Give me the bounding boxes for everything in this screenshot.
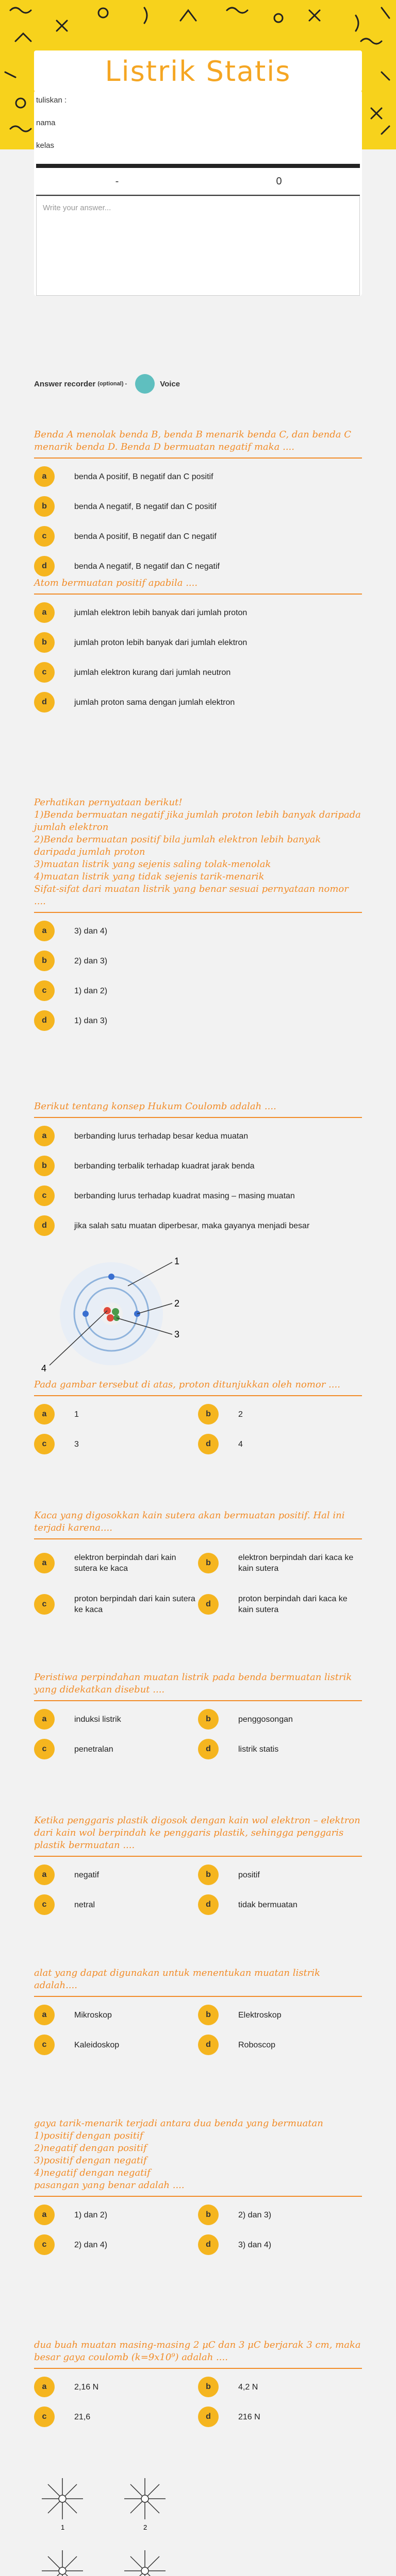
option-badge: d	[198, 2406, 219, 2427]
question-3	[34, 796, 362, 1040]
question-text: Benda A menolak benda B, benda B menarik benda C, dan benda C menarik benda D. Benda D bermuatan negatif maka ....	[34, 429, 362, 459]
question-10	[34, 2117, 362, 2264]
option-badge: c	[34, 2035, 55, 2055]
proton	[107, 1314, 114, 1321]
voice-record-button[interactable]	[135, 374, 155, 394]
neutron	[112, 1308, 119, 1315]
option-text: 2) dan 4)	[74, 2240, 108, 2249]
atom-label-2: 2	[174, 1298, 180, 1309]
option-a[interactable]	[34, 1125, 362, 1147]
option-c[interactable]	[34, 2034, 198, 2056]
question-11	[34, 2339, 362, 2436]
option-badge: c	[34, 2234, 55, 2255]
option-text: Elektroskop	[238, 2010, 282, 2020]
worksheet-form	[34, 91, 362, 296]
option-badge: d	[198, 1739, 219, 1759]
option-badge: c	[34, 980, 55, 1001]
option-badge: c	[34, 662, 55, 683]
option-b[interactable]	[198, 2004, 362, 2026]
option-badge: d	[198, 1894, 219, 1915]
option-text: elektron berpindah dari kain sutera ke kaca	[74, 1553, 176, 1573]
option-d[interactable]	[198, 1588, 362, 1621]
title-box	[34, 50, 362, 92]
option-a[interactable]	[34, 1403, 198, 1425]
option-text: penggosongan	[238, 1715, 293, 1724]
option-c[interactable]	[34, 1588, 198, 1621]
option-text: penetralan	[74, 1744, 113, 1754]
option-badge: c	[34, 1894, 55, 1915]
option-badge: a	[34, 466, 55, 487]
question-text: dua buah muatan masing-masing 2 μC dan 3 μC berjarak 3 cm, maka besar gaya coulomb (k=9x10⁹) adalah ....	[34, 2339, 362, 2369]
option-b[interactable]	[34, 950, 362, 972]
option-text: Mikroskop	[74, 2010, 112, 2020]
option-text: proton berpindah dari kaca ke kain sutera	[238, 1595, 348, 1614]
kelas-field[interactable]	[36, 152, 360, 159]
option-text: benda A negatif, B negatif dan C negatif	[74, 562, 220, 571]
calc-left[interactable]: -	[115, 175, 119, 187]
option-badge: b	[198, 1709, 219, 1730]
option-text: benda A negatif, B negatif dan C positif	[74, 502, 217, 511]
option-text: jumlah proton lebih banyak dari jumlah elektron	[74, 638, 248, 647]
option-d[interactable]	[198, 1738, 362, 1760]
option-badge: a	[34, 2205, 55, 2225]
option-text: jumlah proton sama dengan jumlah elektron	[74, 698, 235, 707]
option-badge: a	[34, 1404, 55, 1425]
atom-label-3: 3	[174, 1329, 180, 1340]
option-badge: b	[34, 1156, 55, 1176]
option-text: 2) dan 3)	[74, 956, 108, 965]
option-text: Roboscop	[238, 2040, 276, 2049]
option-badge: b	[198, 2005, 219, 2025]
question-5	[34, 1379, 362, 1463]
option-text: negatif	[74, 1870, 100, 1879]
nama-field[interactable]	[36, 130, 360, 136]
option-text: 3) dan 4)	[74, 926, 108, 936]
field-figure-4	[124, 2550, 166, 2576]
option-text: berbanding lurus terhadap kuadrat masing – masing muatan	[74, 1191, 295, 1200]
option-a[interactable]	[34, 920, 362, 942]
option-c[interactable]	[34, 1738, 198, 1760]
option-text: 1) dan 3)	[74, 1016, 108, 1025]
field-figure-1	[42, 2478, 83, 2519]
option-badge: c	[34, 1594, 55, 1615]
option-badge: b	[34, 496, 55, 517]
option-badge: a	[34, 921, 55, 941]
option-b[interactable]	[34, 496, 362, 517]
option-b[interactable]	[198, 1708, 362, 1730]
option-d[interactable]	[198, 2034, 362, 2056]
option-text: 4	[238, 1439, 243, 1449]
option-text: 21,6	[74, 2412, 91, 2421]
option-badge: b	[34, 951, 55, 971]
option-badge: a	[34, 1865, 55, 1885]
option-a[interactable]	[34, 602, 362, 623]
electron	[82, 1311, 89, 1317]
option-badge: a	[34, 1126, 55, 1146]
option-c[interactable]	[34, 980, 362, 1002]
option-text: 1) dan 2)	[74, 2210, 108, 2219]
option-text: 1	[74, 1410, 79, 1419]
question-8	[34, 1815, 362, 1924]
option-d[interactable]	[198, 1894, 362, 1916]
question-6	[34, 1510, 362, 1629]
question-7	[34, 1671, 362, 1768]
tuliskan-field[interactable]	[36, 107, 360, 113]
option-badge: a	[34, 1553, 55, 1573]
option-a[interactable]	[34, 2204, 198, 2226]
option-text: 2) dan 3)	[238, 2210, 272, 2219]
option-badge: b	[198, 1865, 219, 1885]
answer-recorder	[34, 374, 180, 394]
option-badge: b	[198, 2377, 219, 2397]
question-text: Atom bermuatan positif apabila ....	[34, 577, 362, 595]
option-text: 4,2 N	[238, 2382, 258, 2392]
option-badge: c	[34, 1185, 55, 1206]
field-label-2: 2	[143, 2523, 147, 2531]
field-label-1: 1	[61, 2523, 65, 2531]
option-text: tidak bermuatan	[238, 1900, 298, 1909]
option-badge: c	[34, 1434, 55, 1454]
option-badge: b	[198, 1404, 219, 1425]
atom-label-4: 4	[41, 1363, 47, 1374]
calc-right[interactable]: 0	[276, 175, 282, 187]
option-text: benda A positif, B negatif dan C negatif	[74, 532, 217, 541]
option-badge: d	[34, 1010, 55, 1031]
option-a[interactable]	[34, 1547, 198, 1580]
option-d[interactable]	[198, 2234, 362, 2256]
option-badge: d	[198, 1594, 219, 1615]
option-badge: b	[198, 1553, 219, 1573]
option-badge: d	[34, 692, 55, 713]
question-text: Ketika penggaris plastik digosok dengan kain wol elektron – elektron dari kain wol berpindah ke penggaris plastik, sehingga penggaris plastik bermuatan ....	[34, 1815, 362, 1857]
nama-label: nama	[36, 118, 56, 127]
option-b[interactable]	[198, 1547, 362, 1580]
option-text: berbanding lurus terhadap besar kedua muatan	[74, 1131, 249, 1141]
option-d[interactable]	[34, 1215, 362, 1236]
option-c[interactable]	[34, 2234, 198, 2256]
field-figure-2	[124, 2478, 166, 2519]
option-b[interactable]	[198, 1403, 362, 1425]
option-text: 2,16 N	[74, 2382, 99, 2392]
option-b[interactable]	[34, 1155, 362, 1177]
question-9	[34, 1967, 362, 2064]
option-c[interactable]	[34, 2406, 198, 2428]
option-badge: d	[34, 556, 55, 577]
recorder-label: Answer recorder	[34, 379, 96, 388]
question-text: Peristiwa perpindahan muatan listrik pada benda bermuatan listrik yang didekatkan disebut ....	[34, 1671, 362, 1701]
option-text: listrik statis	[238, 1744, 279, 1754]
option-text: induksi listrik	[74, 1715, 121, 1724]
question-text: alat yang dapat digunakan untuk menentukan muatan listrik adalah....	[34, 1967, 362, 1997]
option-c[interactable]	[34, 1185, 362, 1207]
option-text: jumlah elektron kurang dari jumlah neutron	[74, 668, 231, 677]
option-d[interactable]	[34, 1010, 362, 1031]
option-badge: d	[198, 2234, 219, 2255]
option-text: 2	[238, 1410, 243, 1419]
question-1	[34, 429, 362, 585]
field-figure-3	[42, 2550, 83, 2576]
voice-label: Voice	[160, 379, 180, 388]
option-text: 216 N	[238, 2412, 260, 2421]
option-text: elektron berpindah dari kaca ke kain sutera	[238, 1553, 354, 1573]
option-text: positif	[238, 1870, 260, 1879]
option-badge: d	[198, 2035, 219, 2055]
option-badge: a	[34, 2005, 55, 2025]
option-b[interactable]	[198, 2376, 362, 2398]
question-2	[34, 577, 362, 721]
option-badge: c	[34, 1739, 55, 1759]
option-badge: a	[34, 1709, 55, 1730]
option-badge: b	[34, 632, 55, 653]
option-text: jika salah satu muatan diperbesar, maka gayanya menjadi besar	[74, 1221, 310, 1230]
question-text: Pada gambar tersebut di atas, proton ditunjukkan oleh nomor ....	[34, 1379, 362, 1396]
option-badge: c	[34, 2406, 55, 2427]
option-text: jumlah elektron lebih banyak dari jumlah proton	[74, 608, 248, 617]
tuliskan-label: tuliskan :	[36, 96, 67, 105]
option-c[interactable]	[34, 662, 362, 683]
question-text: Berikut tentang konsep Hukum Coulomb adalah ....	[34, 1100, 362, 1118]
option-b[interactable]	[34, 632, 362, 653]
divider-bar	[36, 164, 360, 168]
kelas-label: kelas	[36, 141, 55, 150]
option-text: 3) dan 4)	[238, 2240, 272, 2249]
option-badge: b	[198, 2205, 219, 2225]
option-a[interactable]	[34, 1708, 198, 1730]
option-badge: c	[34, 526, 55, 547]
option-text: Kaleidoskop	[74, 2040, 120, 2049]
electron	[108, 1274, 114, 1280]
option-text: 3	[74, 1439, 79, 1449]
page-title: Listrik Statis	[105, 55, 291, 88]
option-badge: d	[34, 1215, 55, 1236]
option-text: benda A positif, B negatif dan C positif	[74, 472, 213, 481]
question-text: gaya tarik-menarik terjadi antara dua benda yang bermuatan 1)positif dengan positif 2)negatif dengan positif 3)positif dengan negatif 4)negatif dengan negatif pasangan yang benar adalah ....	[34, 2117, 362, 2197]
option-a[interactable]	[34, 2376, 198, 2398]
option-d[interactable]	[34, 555, 362, 577]
question-text: Kaca yang digosokkan kain sutera akan bermuatan positif. Hal ini terjadi karena....	[34, 1510, 362, 1539]
option-text: proton berpindah dari kain sutera ke kaca	[74, 1595, 195, 1614]
question-4	[34, 1100, 362, 1245]
field-lines-diagram	[34, 2468, 199, 2576]
calculation-row	[36, 168, 360, 196]
option-d[interactable]	[198, 1433, 362, 1455]
answer-textarea[interactable]: Write your answer...	[36, 196, 360, 296]
option-a[interactable]	[34, 2004, 198, 2026]
option-c[interactable]	[34, 1433, 198, 1455]
option-b[interactable]	[198, 1864, 362, 1886]
option-c[interactable]	[34, 1894, 198, 1916]
option-c[interactable]	[34, 526, 362, 547]
option-b[interactable]	[198, 2204, 362, 2226]
option-badge: a	[34, 602, 55, 623]
option-text: berbanding terbalik terhadap kuadrat jarak benda	[74, 1161, 255, 1171]
option-d[interactable]	[34, 691, 362, 713]
option-text: 1) dan 2)	[74, 986, 108, 995]
atom-label-1: 1	[174, 1256, 180, 1266]
option-text: netral	[74, 1900, 95, 1909]
option-a[interactable]	[34, 1864, 198, 1886]
atom-diagram	[34, 1252, 199, 1376]
option-d[interactable]	[198, 2406, 362, 2428]
option-badge: a	[34, 2377, 55, 2397]
option-badge: d	[198, 1434, 219, 1454]
option-a[interactable]	[34, 466, 362, 487]
recorder-optional: (optional) -	[97, 381, 127, 387]
question-text: Perhatikan pernyataan berikut! 1)Benda bermuatan negatif jika jumlah proton lebih banyak daripada jumlah elektron 2)Benda bermuatan positif bila jumlah elektron lebih banyak daripada jumlah proton 3)muatan listrik yang sejenis saling tolak-menolak 4)muatan listrik yang tidak sejenis tarik-menarik Sifat-sifat dari muatan listrik yang benar sesuai pernyataan nomor ....	[34, 796, 362, 913]
